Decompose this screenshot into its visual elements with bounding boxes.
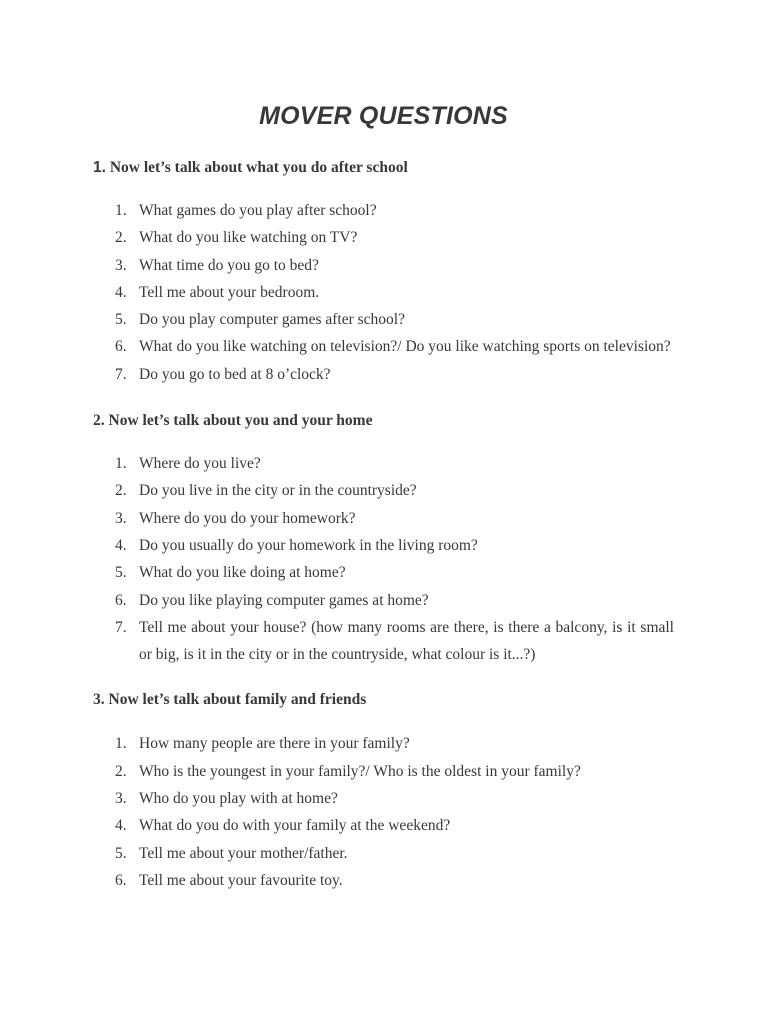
question-number: 6. <box>115 338 127 356</box>
question-list <box>93 197 674 388</box>
question-text: Tell me about your bedroom. <box>139 283 320 301</box>
question-number: 4. <box>115 817 127 835</box>
section-number: 2. <box>93 412 105 430</box>
question-text: Tell me about your favourite toy. <box>139 871 343 889</box>
question-item <box>93 279 674 306</box>
question-text: Do you usually do your homework in the living room? <box>139 536 478 554</box>
section-family-friends <box>93 690 674 894</box>
question-item <box>93 614 674 669</box>
question-item <box>93 532 674 559</box>
question-text: What do you like watching on television?/ Do you like watching sports on television? <box>139 338 671 356</box>
question-text: Who do you play with at home? <box>139 790 338 808</box>
question-number: 6. <box>115 871 127 889</box>
section-number: 1. <box>93 159 106 176</box>
question-item <box>93 361 674 388</box>
question-number: 2. <box>115 762 127 780</box>
question-number: 1. <box>115 735 127 753</box>
question-text: Do you go to bed at 8 o’clock? <box>139 365 331 383</box>
question-item <box>93 758 674 785</box>
question-text: Tell me about your mother/father. <box>139 844 348 862</box>
question-text: Do you live in the city or in the countryside? <box>139 482 417 500</box>
question-text: How many people are there in your family? <box>139 735 410 753</box>
question-number: 4. <box>115 536 127 554</box>
section-heading <box>93 158 674 178</box>
section-number: 3. <box>93 691 105 709</box>
question-text: What games do you play after school? <box>139 202 377 219</box>
question-item <box>93 252 674 279</box>
section-home <box>93 411 674 668</box>
question-item <box>93 785 674 812</box>
question-number: 2. <box>115 229 127 247</box>
question-text: Do you like playing computer games at home? <box>139 591 429 609</box>
question-number: 1. <box>115 455 127 473</box>
question-number: 5. <box>115 844 127 862</box>
question-text: What do you do with your family at the weekend? <box>139 817 451 835</box>
question-number: 3. <box>115 790 127 808</box>
question-item <box>93 505 674 532</box>
question-number: 4. <box>115 283 127 301</box>
section-after-school <box>93 158 674 388</box>
question-item <box>93 450 674 477</box>
question-item <box>93 333 674 360</box>
question-number: 7. <box>115 618 127 636</box>
question-item <box>93 559 674 586</box>
page-title: MOVER QUESTIONS <box>259 102 508 130</box>
section-heading-text: Now let’s talk about what you do after school <box>109 159 408 176</box>
question-text: What do you like watching on TV? <box>139 229 358 247</box>
question-text: Where do you live? <box>139 455 261 473</box>
section-heading-text: Now let’s talk about family and friends <box>108 691 367 709</box>
question-text: What do you like doing at home? <box>139 564 346 582</box>
question-item <box>93 197 674 224</box>
question-item <box>93 840 674 867</box>
question-text: Who is the youngest in your family?/ Who is the oldest in your family? <box>139 762 581 780</box>
question-number: 1. <box>115 202 127 219</box>
question-number: 7. <box>115 365 127 383</box>
question-text: Where do you do your homework? <box>139 509 356 527</box>
question-item <box>93 477 674 504</box>
question-item <box>93 306 674 333</box>
question-item <box>93 812 674 839</box>
question-item <box>93 730 674 757</box>
question-text: Tell me about your house? (how many rooms are there, is there a balcony, is it small or big, is it in the city or in the countryside, what colour is it...?) <box>139 618 674 664</box>
question-number: 3. <box>115 256 127 274</box>
question-list <box>93 730 674 894</box>
question-item <box>93 224 674 251</box>
question-number: 3. <box>115 509 127 527</box>
question-list <box>93 450 674 668</box>
section-heading <box>93 411 674 431</box>
question-number: 5. <box>115 311 127 329</box>
question-text: What time do you go to bed? <box>139 256 319 274</box>
section-heading-text: Now let’s talk about you and your home <box>108 412 373 430</box>
question-item <box>93 867 674 894</box>
question-text: Do you play computer games after school? <box>139 311 405 329</box>
section-heading <box>93 690 674 710</box>
question-item <box>93 587 674 614</box>
question-number: 6. <box>115 591 127 609</box>
question-number: 2. <box>115 482 127 500</box>
question-number: 5. <box>115 564 127 582</box>
